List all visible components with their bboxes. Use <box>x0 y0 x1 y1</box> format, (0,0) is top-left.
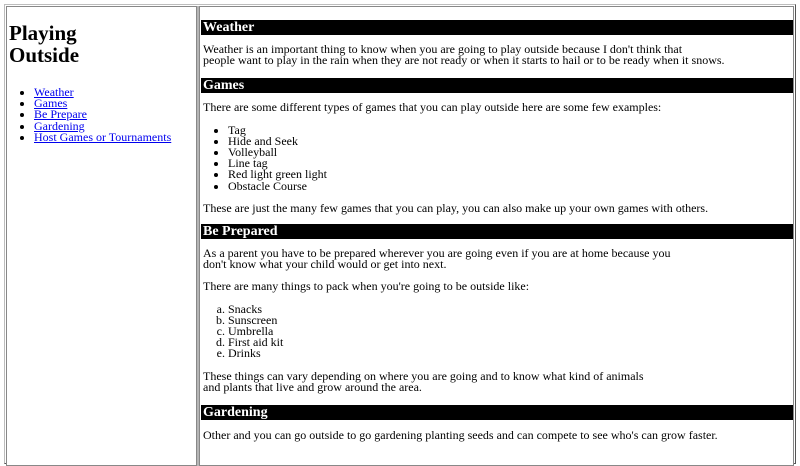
nav-link-weather[interactable]: Weather <box>34 85 74 99</box>
prepared-outro-line-2: and plants that live and grow around the area. <box>203 379 422 394</box>
games-list <box>201 122 793 193</box>
main-content <box>201 20 793 441</box>
prepared-line-2: don't know what your child would or get into next. <box>203 257 447 272</box>
list-item: • Volleyball <box>228 147 793 158</box>
list-item: • Tag <box>228 125 793 136</box>
games-intro: There are some different types of games that you can play outside here are some few examples: <box>203 100 662 115</box>
list-item: • Line tag <box>228 158 793 169</box>
list-item: a. Snacks <box>228 304 793 315</box>
weather-text <box>201 44 793 66</box>
prepared-line-1: As a parent you have to be prepared wherever you are going even if you are at home because you <box>203 246 671 261</box>
sidebar-cell <box>6 6 197 466</box>
site-title-line2: Outside <box>9 43 80 67</box>
nav-link-gardening[interactable]: Gardening <box>34 118 85 133</box>
nav-item-host-games <box>34 129 172 144</box>
games-outro: These are just the many few games that you can play, you can also make up your own games with others. <box>203 200 709 215</box>
list-item: d. First aid kit <box>228 337 793 348</box>
prepared-outro <box>201 368 793 394</box>
weather-line-1: Weather is an important thing to know when you are going to play outside because I don't think that <box>203 42 683 56</box>
nav-link-be-prepare[interactable]: Be Prepare <box>34 107 87 122</box>
section-heading-games: Games <box>201 78 793 93</box>
gardening-text: Other and you can go outside to go gardening planting seeds and can compete to see who's can grow faster. <box>203 428 718 443</box>
prepared-text <box>201 248 793 270</box>
pack-list <box>201 301 793 361</box>
list-item: b. Sunscreen <box>228 315 793 326</box>
section-heading-be-prepared: Be Prepared <box>201 224 793 239</box>
section-heading-weather: Weather <box>201 20 793 35</box>
site-title-line1: Playing <box>9 21 77 45</box>
list-item: c. Umbrella <box>228 326 793 337</box>
prepared-outro-line-1: These things can vary depending on where you are going and to know what kind of animals <box>203 368 644 383</box>
nav-link-games[interactable]: Games <box>34 96 68 111</box>
section-heading-gardening: Gardening <box>201 405 793 420</box>
list-item: e. Drinks <box>228 348 793 359</box>
list-item: • Obstacle Course <box>228 181 793 192</box>
prepared-intro: There are many things to pack when you're going to be outside like: <box>203 279 530 294</box>
list-item: • Red light green light <box>228 169 793 180</box>
sidebar-nav <box>9 87 171 143</box>
weather-line-2: people want to play in the rain when they are not ready or when it starts to hail or to be ready when it snows. <box>203 53 725 68</box>
list-item: • Hide and Seek <box>228 136 793 147</box>
content-cell <box>199 6 794 466</box>
nav-link-host-games[interactable]: Host Games or Tournaments <box>34 129 172 144</box>
site-title <box>9 22 79 66</box>
